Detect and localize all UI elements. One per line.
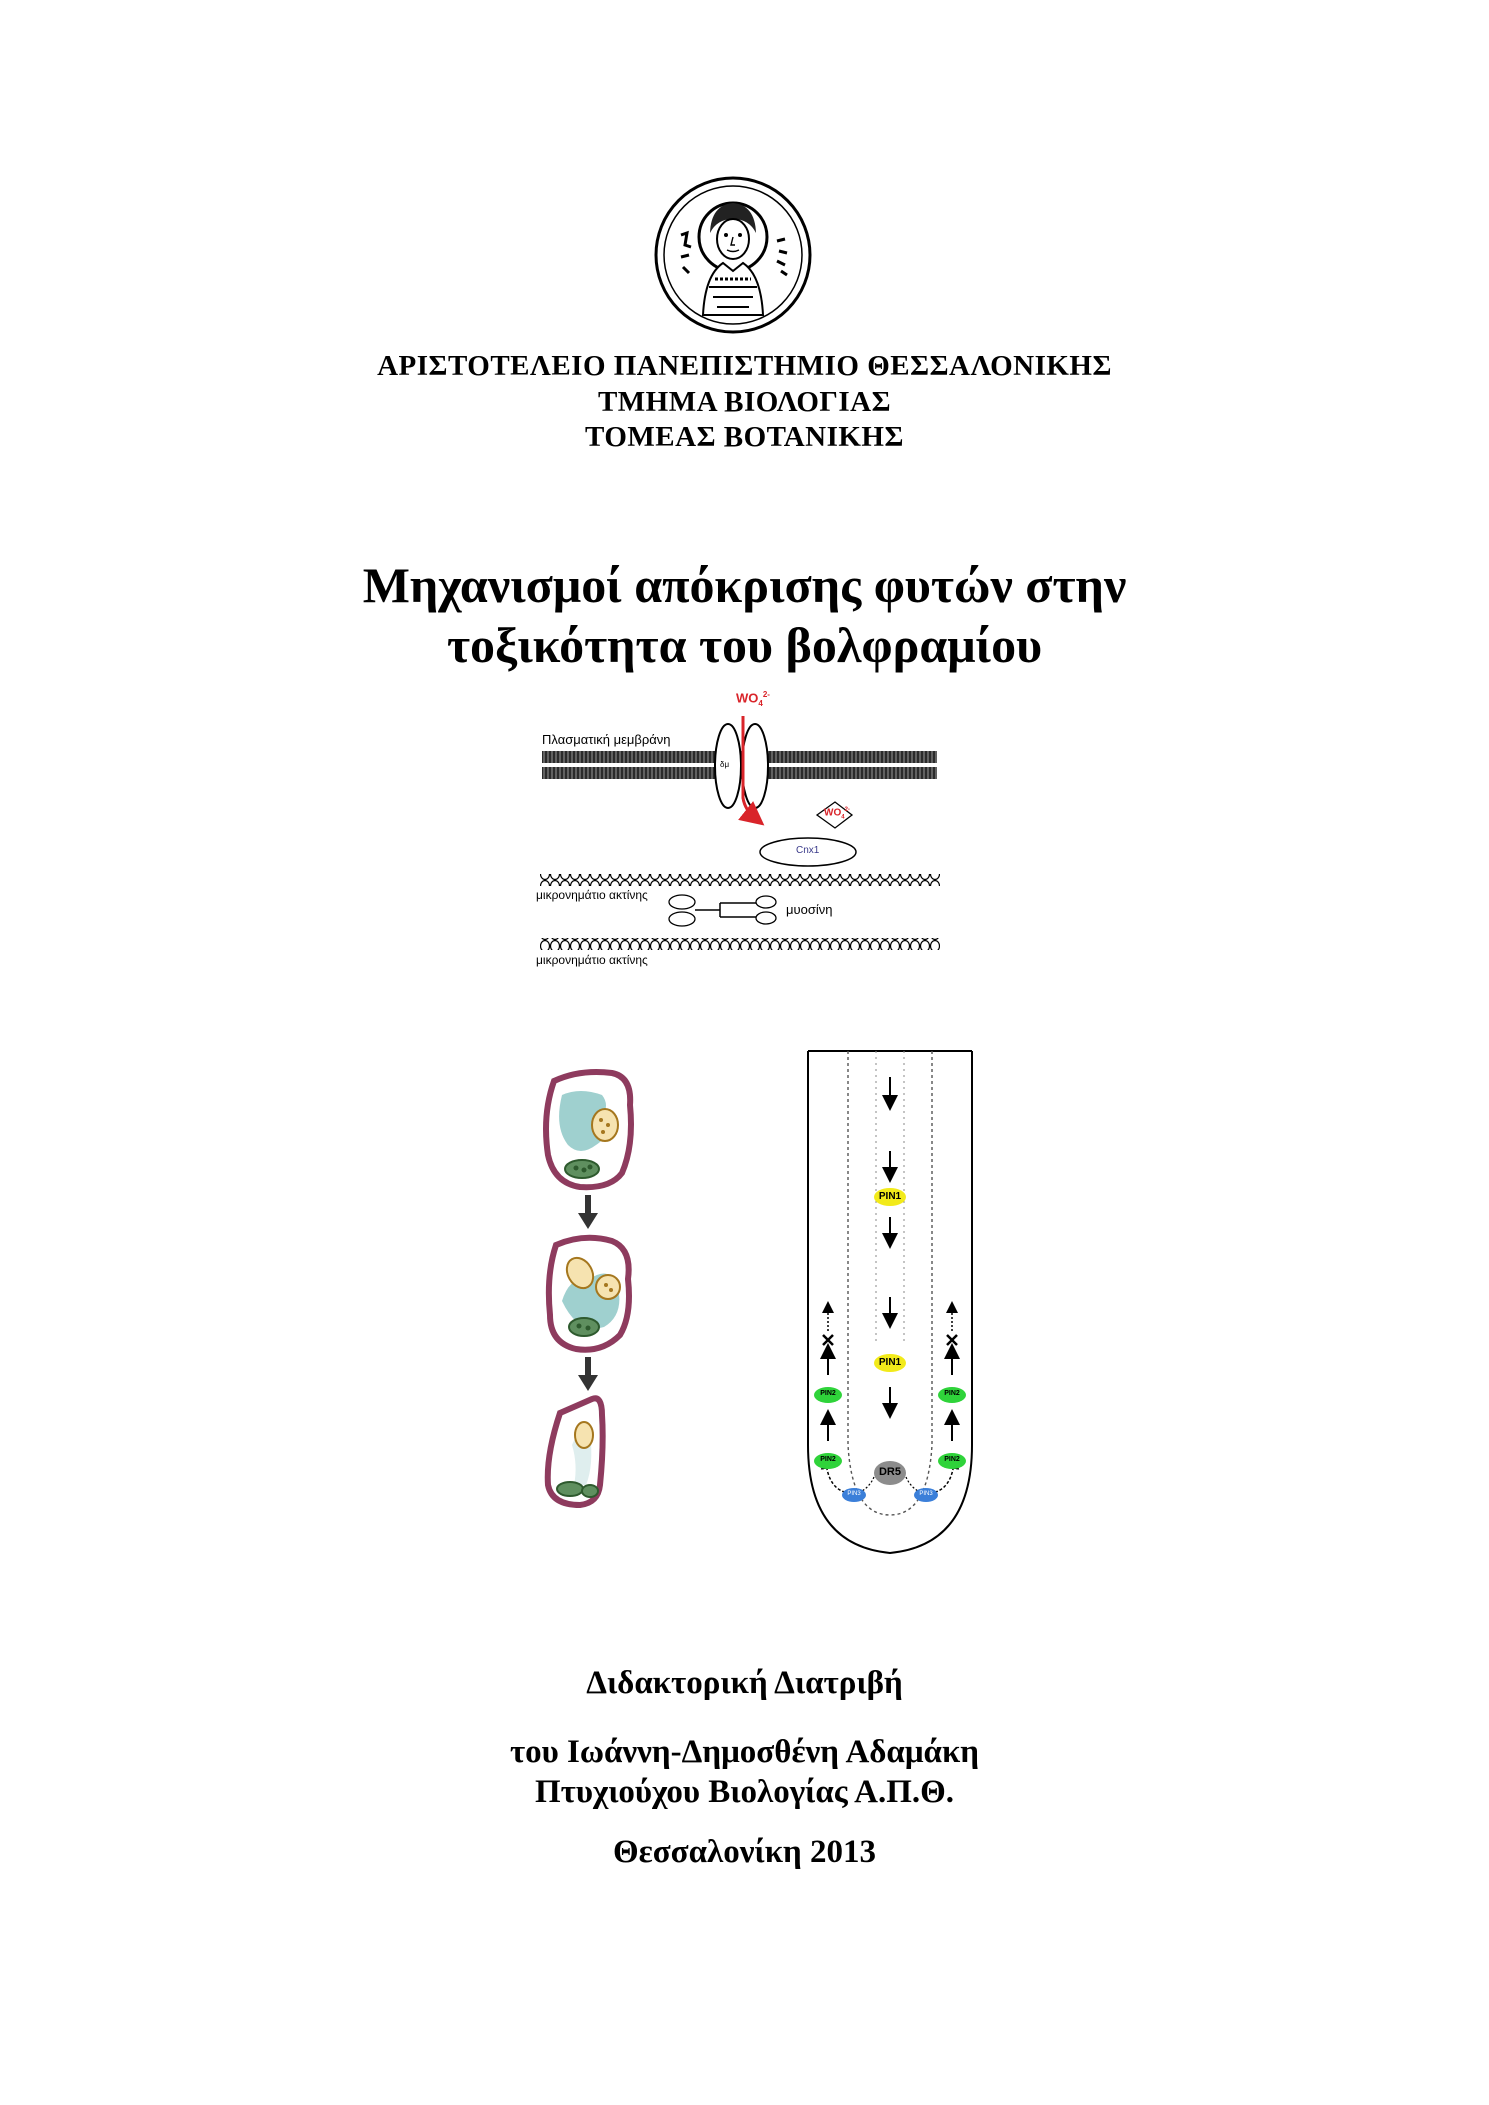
pin2-label-left-lower: PIN2	[820, 1456, 836, 1463]
pin2-label-right-lower: PIN2	[944, 1456, 960, 1463]
pin3-label-right: PIN3	[919, 1491, 933, 1497]
pin2-label-left-upper: PIN2	[820, 1390, 836, 1397]
pin3-label-left: PIN3	[847, 1491, 861, 1497]
root-auxin-figure	[800, 1045, 980, 1560]
channel-label: δμ	[720, 760, 730, 769]
pin2-label-right-upper: PIN2	[944, 1390, 960, 1397]
wo4-bound-label: $WO_4^{2-}$	[824, 807, 850, 821]
membrane-transport-figure	[530, 688, 950, 978]
thesis-title-line-2: τοξικότητα του βολφραμίου	[446, 617, 1043, 673]
thesis-title-line-1: Μηχανισμοί απόκρισης φυτών στην	[362, 557, 1127, 613]
actin-label-bottom: μικρονημάτιο ακτίνης	[536, 953, 648, 967]
division-name: ΤΟΜΕΑΣ ΒΟΤΑΝΙΚΗΣ	[585, 421, 904, 453]
department-name: ΤΜΗΜΑ ΒΙΟΛΟΓΙΑΣ	[597, 386, 892, 418]
cnx1-label: Cnx1	[796, 845, 820, 856]
university-seal	[653, 175, 813, 335]
actin-label-top: μικρονημάτιο ακτίνης	[536, 888, 648, 902]
membrane-label: Πλασματική μεμβράνη	[542, 732, 671, 747]
author-name: του Ιωάννη-Δημοσθένη Αδαμάκη	[509, 1734, 980, 1770]
author-degree: Πτυχιούχου Βιολογίας Α.Π.Θ.	[534, 1774, 955, 1810]
wo4-ion-label: $WO_4^{2-}$	[736, 690, 770, 708]
pin1-label-upper: PIN1	[878, 1191, 902, 1202]
myosin-label: μυοσίνη	[786, 902, 833, 917]
place-year: Θεσσαλονίκη 2013	[612, 1834, 877, 1870]
university-name: ΑΡΙΣΤΟΤΕΛΕΙΟ ΠΑΝΕΠΙΣΤΗΜΙΟ ΘΕΣΣΑΛΟΝΙΚΗΣ	[377, 350, 1112, 382]
thesis-type: Διδακτορική Διατριβή	[586, 1665, 903, 1701]
dr5-label: DR5	[878, 1466, 901, 1478]
pin1-label-lower: PIN1	[878, 1357, 902, 1368]
cell-sequence-figure	[540, 1065, 650, 1520]
